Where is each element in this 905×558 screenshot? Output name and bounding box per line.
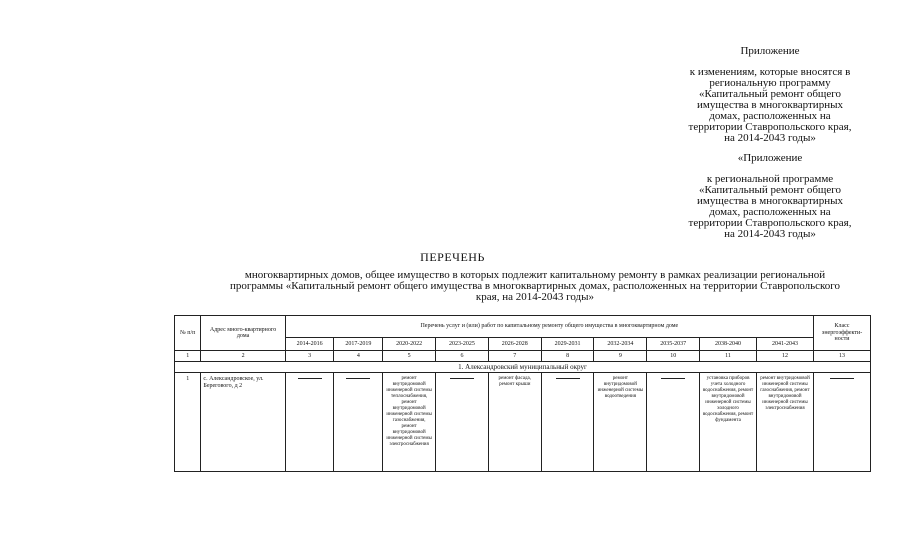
dash xyxy=(830,378,854,379)
empty-cell xyxy=(334,373,383,472)
period-header: 2020-2022 xyxy=(383,338,436,351)
dash xyxy=(450,378,474,379)
work-text: ремонт внутридомовой инженерной системы водоотведения xyxy=(597,376,644,399)
work-cell xyxy=(594,373,647,472)
column-number: 8 xyxy=(541,351,594,362)
document-title: ПЕРЕЧЕНЬ xyxy=(420,250,485,264)
period-header: 2032-2034 xyxy=(594,338,647,351)
appendix-line: имущества в многоквартирных xyxy=(697,99,843,111)
period-header: 2029-2031 xyxy=(541,338,594,351)
appendix-note-2 xyxy=(640,153,900,240)
empty-cell xyxy=(285,373,334,472)
column-number: 10 xyxy=(647,351,700,362)
subtitle-line: многоквартирных домов, общее имущество в которых подлежит капитальному ремонту в рамках реализации региональной xyxy=(244,269,826,281)
header-services: Перечень услуг и (или) работ по капитальному ремонту общего имущества в многоквартирном доме xyxy=(285,316,813,338)
column-number: 2 xyxy=(201,351,285,362)
header-energy-class: Класс энергоэффекти-ности xyxy=(813,316,870,351)
subtitle-line: края, на 2014-2043 годы» xyxy=(475,291,595,303)
appendix-line: на 2014-2043 годы» xyxy=(724,228,816,240)
appendix-line: территории Ставропольского края, xyxy=(688,217,852,229)
column-number: 7 xyxy=(488,351,541,362)
work-cell xyxy=(756,373,813,472)
empty-cell xyxy=(813,373,870,472)
period-header: 2017-2019 xyxy=(334,338,383,351)
appendix-heading: Приложение xyxy=(740,45,800,57)
work-text: ремонт внутридомовой инженерной системы теплоснабжения, ремонт внутридомовой инженерной системы газоснабжения, ремонт внутридомовой инженерной системы электроснабжения xyxy=(386,376,432,447)
appendix-line: «Капитальный ремонт общего xyxy=(698,88,842,100)
appendix-line: домах, расположенных на xyxy=(709,206,831,218)
header-address: Адрес много-квартирного дома xyxy=(201,316,285,351)
empty-cell xyxy=(541,373,594,472)
appendix-note-1 xyxy=(640,46,900,144)
empty-cell xyxy=(436,373,489,472)
appendix-line: домах, расположенных на xyxy=(709,110,831,122)
appendix-line: «Капитальный ремонт общего xyxy=(698,184,842,196)
document-subtitle xyxy=(180,270,890,303)
column-number: 9 xyxy=(594,351,647,362)
work-cell xyxy=(383,373,436,472)
appendix-line: к региональной программе xyxy=(706,173,834,185)
column-number: 11 xyxy=(700,351,757,362)
column-number: 12 xyxy=(756,351,813,362)
appendix-line: к изменениям, которые вносятся в xyxy=(689,66,851,78)
work-text: ремонт внутридомовой инженерной системы газоснабжения, ремонт внутридомовой инженерной системы электроснабжения xyxy=(760,376,810,411)
appendix-line: территории Ставропольского края, xyxy=(688,121,852,133)
period-header: 2014-2016 xyxy=(285,338,334,351)
appendix-line: на 2014-2043 годы» xyxy=(724,132,816,144)
section-row: 1. Александровский муниципальный округ xyxy=(175,362,871,373)
period-header: 2038-2040 xyxy=(700,338,757,351)
period-header: 2035-2037 xyxy=(647,338,700,351)
work-cell xyxy=(488,373,541,472)
registry-table xyxy=(174,315,871,472)
table-row xyxy=(175,373,871,472)
period-header: 2041-2043 xyxy=(756,338,813,351)
column-number: 5 xyxy=(383,351,436,362)
work-cell xyxy=(700,373,757,472)
column-number: 6 xyxy=(436,351,489,362)
empty-cell xyxy=(647,373,700,472)
column-number: 3 xyxy=(285,351,334,362)
dash xyxy=(661,378,685,379)
column-number: 13 xyxy=(813,351,870,362)
row-number: 1 xyxy=(175,373,201,472)
period-header: 2023-2025 xyxy=(436,338,489,351)
dash xyxy=(346,378,370,379)
appendix-line: имущества в многоквартирных xyxy=(697,195,843,207)
dash xyxy=(556,378,580,379)
appendix-line: региональную программу xyxy=(709,77,831,89)
column-number: 1 xyxy=(175,351,201,362)
appendix-heading: «Приложение xyxy=(737,152,803,164)
work-text: установка приборов учета холодного водоснабжения, ремонт внутридомовой инженерной системы холодного водоснабжения, ремонт фундамента xyxy=(702,376,754,423)
row-address: с. Александровское, ул. Берегового, д 2 xyxy=(201,373,285,472)
subtitle-line: программы «Капитальный ремонт общего имущества в многоквартирных домах, расположенных на территории Ставропольского xyxy=(229,280,841,292)
header-num: № п/п xyxy=(175,316,201,351)
dash xyxy=(298,378,322,379)
period-header: 2026-2028 xyxy=(488,338,541,351)
work-text: ремонт фасада, ремонт крыши xyxy=(498,376,531,387)
column-number: 4 xyxy=(334,351,383,362)
